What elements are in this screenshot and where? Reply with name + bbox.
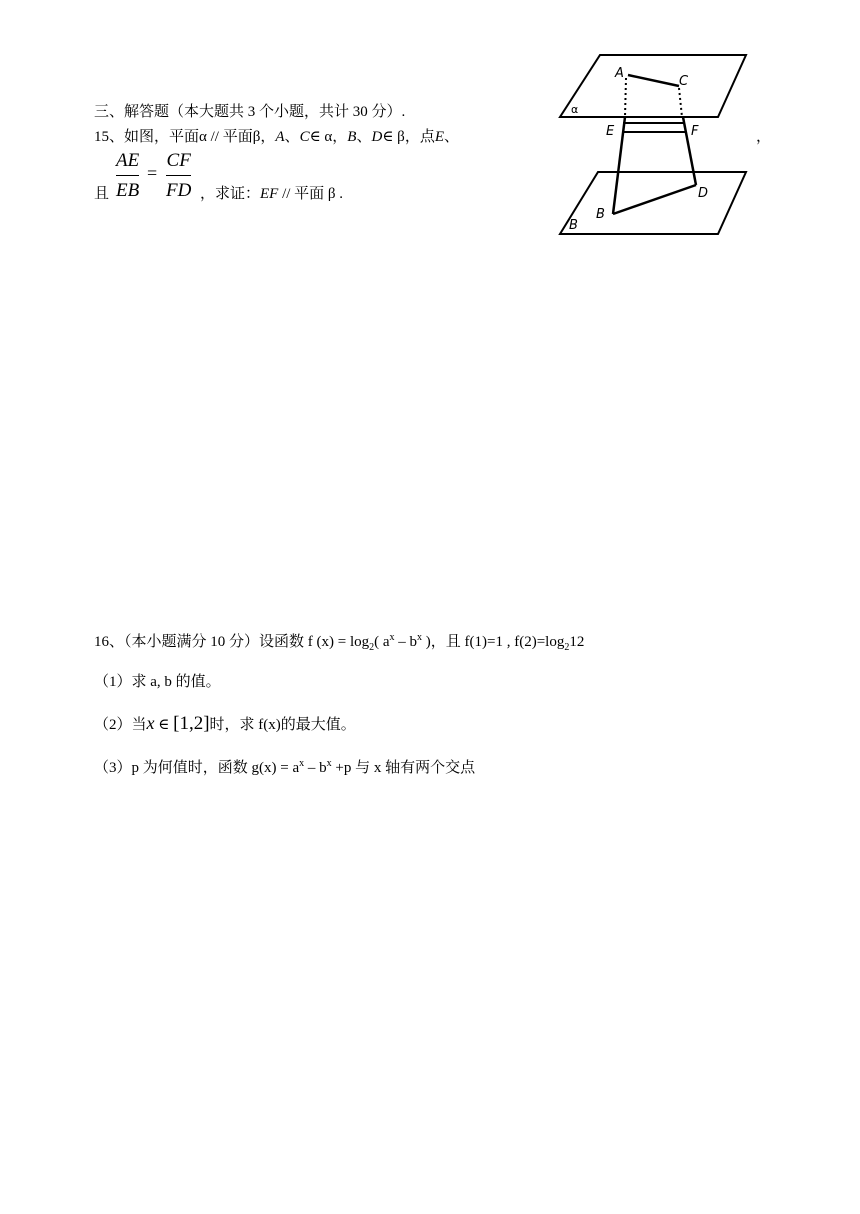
exponent: x [389,632,395,643]
prove-prefix: ，求证： [200,186,261,202]
q16-text: 12 [569,634,585,650]
and-label: 且 [94,186,110,202]
separator: 、 [356,129,372,145]
fraction-denominator: FD [166,180,192,201]
label-beta: B [569,218,578,233]
separator: 、 [444,129,460,145]
exponent: x [299,758,305,769]
q16-text: )，且 f(1)=1 , f(2)=log [422,634,565,650]
section-heading: 三、解答题（本大题共 3 个小题，共计 30 分）. [94,104,406,120]
prove-suffix: // 平面 β . [278,186,344,202]
point-e: E [434,129,444,145]
point-a: A [275,129,285,145]
point-c: C [299,129,310,145]
comma: ， [260,129,276,145]
fraction-cf-fd [166,150,191,202]
fraction-bar [116,175,139,176]
label-f: F [691,124,699,139]
q16-statement [94,632,585,653]
plane-beta [560,172,746,234]
in-beta: ∈ β，点 [382,129,435,145]
point-d: D [371,129,383,145]
part2-prefix: （2）当 [94,717,147,733]
q15-prove-statement [200,187,343,202]
log-base: 2 [369,642,375,653]
fraction-numerator: CF [166,150,191,171]
separator: 、 [284,129,300,145]
q15-prefix: 15、如图，平面 [94,129,200,145]
q16-part2 [94,714,356,733]
parallel-text: // 平面 [206,129,253,145]
exponent: x [417,632,423,643]
point-b: B [347,129,357,145]
fraction-bar [166,175,191,176]
label-d: D [698,186,709,201]
q15-trailing-comma: ， [756,129,772,145]
in-alpha: ∈ α， [309,129,348,145]
q16-text: ( a [374,634,390,650]
q16-part1: （1）求 a, b 的值。 [94,674,221,690]
log-base: 2 [564,642,570,653]
fraction-denominator: EB [116,180,140,201]
interval: [1,2] [173,713,210,734]
plane-alpha [560,55,746,117]
part2-suffix: 时，求 f(x)的最大值。 [209,717,356,733]
fraction-ae-eb [116,150,139,202]
part3-prefix: （3）p 为何值时，函数 g(x) = a [94,760,300,776]
exponent: x [326,758,332,769]
part3-text: – b [304,760,327,776]
equals-sign: = [147,163,158,183]
q16-part3 [94,758,476,776]
q16-text: – b [394,634,418,650]
label-a: A [615,66,624,81]
q16-prefix: 16、（本小题满分 10 分）设函数 f (x) = log [94,634,370,650]
variable-x: x [146,713,155,733]
element-of: ∈ [154,717,174,733]
label-e: E [606,124,615,139]
label-b: B [596,207,605,222]
label-c: C [679,74,689,89]
beta-symbol: β [252,129,261,145]
fraction-numerator: AE [116,150,140,171]
q15-statement-line1 [94,130,459,145]
part3-suffix: +p 与 x 轴有两个交点 [331,760,476,776]
parallel-planes-figure [558,52,758,247]
label-alpha: α [571,103,579,116]
alpha-symbol: α [199,129,207,145]
segment-ef: EF [260,186,279,202]
